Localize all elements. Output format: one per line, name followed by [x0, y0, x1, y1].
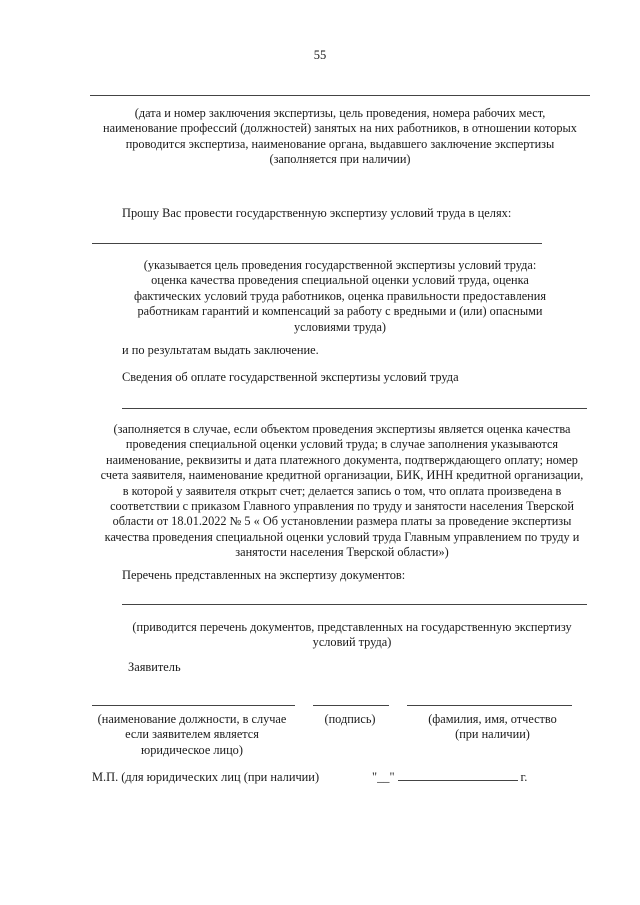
stamp-label: М.П. (для юридических лиц (при наличии) — [92, 770, 320, 784]
payment-caption — [82, 422, 602, 561]
caption-line: занятости населения Тверской области») — [235, 545, 449, 560]
caption-line: проведения специальной оценки условий труда; в случае заполнения указываются — [125, 437, 559, 452]
caption-line: (заполняется в случае, если объектом проведения экспертизы является оценка качества — [113, 422, 571, 436]
date-year-suffix: г. — [520, 770, 528, 784]
caption-line: юридическое лицо) — [141, 742, 243, 757]
caption-line: проводится экспертиза, наименование органа, выдавшего заключение экспертизы — [125, 136, 555, 151]
page-number: 55 — [313, 48, 327, 62]
caption-line: в которой у заявителя открыт счет; делается запись о том, что оплата произведена в — [122, 483, 562, 498]
payment-heading: Сведения об оплате государственной экспертизы условий труда — [122, 370, 459, 384]
caption-line: наименование, реквизиты и дата платежного документа, подтверждающего оплату; номер — [106, 452, 578, 467]
caption-line: наименование профессий (должностей) занятых на них работников, в отношении которых — [103, 121, 577, 136]
date-month-blank — [398, 770, 518, 781]
date-quote-open: " — [372, 770, 378, 784]
caption-line: (фамилия, имя, отчество — [428, 712, 557, 726]
caption-line: качества проведения специальной оценки условий труда Главным управлением по труду и — [104, 529, 580, 544]
position-fill-line — [92, 705, 295, 706]
caption-line: (указывается цель проведения государственной экспертизы условий труда: — [143, 258, 537, 272]
result-line: и по результатам выдать заключение. — [122, 343, 319, 357]
conclusion-caption — [80, 106, 600, 168]
caption-line: условий труда) — [312, 635, 392, 650]
name-fill-line — [407, 705, 572, 706]
purpose-caption — [90, 258, 590, 335]
applicant-label: Заявитель — [128, 660, 181, 674]
caption-line: условиями труда) — [293, 319, 387, 334]
caption-line: области от 18.01.2022 № 5 « Об установлении размера платы за проведение экспертизы — [112, 514, 572, 529]
caption-line: (наименование должности, в случае — [97, 712, 287, 726]
caption-line: (подпись) — [324, 712, 376, 726]
signature-caption — [305, 712, 395, 727]
payment-fill-line — [122, 408, 587, 409]
caption-line: работникам гарантий и компенсаций за работу с вредными и (или) опасными — [137, 304, 543, 319]
caption-line: (при наличии) — [455, 727, 530, 742]
documents-fill-line — [122, 604, 587, 605]
position-caption — [82, 712, 302, 758]
caption-line: (приводится перечень документов, представленных на государственную экспертизу — [132, 620, 572, 634]
date-quote-close: " — [389, 770, 395, 784]
caption-line: (заполняется при наличии) — [269, 152, 411, 167]
date-day-blank: __ — [377, 770, 390, 784]
date-line — [372, 770, 527, 785]
caption-line: фактических условий труда работников, оценка правильности предоставления — [134, 288, 546, 303]
caption-line: счета заявителя, наименование кредитной организации, БИК, ИНН кредитной организации, — [100, 468, 584, 483]
request-line: Прошу Вас провести государственную экспертизу условий труда в целях: — [122, 206, 512, 220]
caption-line: если заявителем является — [125, 727, 259, 742]
documents-caption — [112, 620, 592, 651]
caption-line: оценка качества проведения специальной оценки условий труда, оценка — [151, 273, 529, 288]
signature-fill-line — [313, 705, 389, 706]
caption-line: соответствии с приказом Главного управления по труду и занятости населения Тверской — [110, 499, 574, 514]
name-caption — [400, 712, 585, 743]
conclusion-fill-line — [90, 95, 590, 96]
caption-line: (дата и номер заключения экспертизы, цель проведения, номера рабочих мест, — [134, 106, 546, 120]
purpose-fill-line — [92, 243, 542, 244]
documents-heading: Перечень представленных на экспертизу документов: — [122, 568, 406, 582]
